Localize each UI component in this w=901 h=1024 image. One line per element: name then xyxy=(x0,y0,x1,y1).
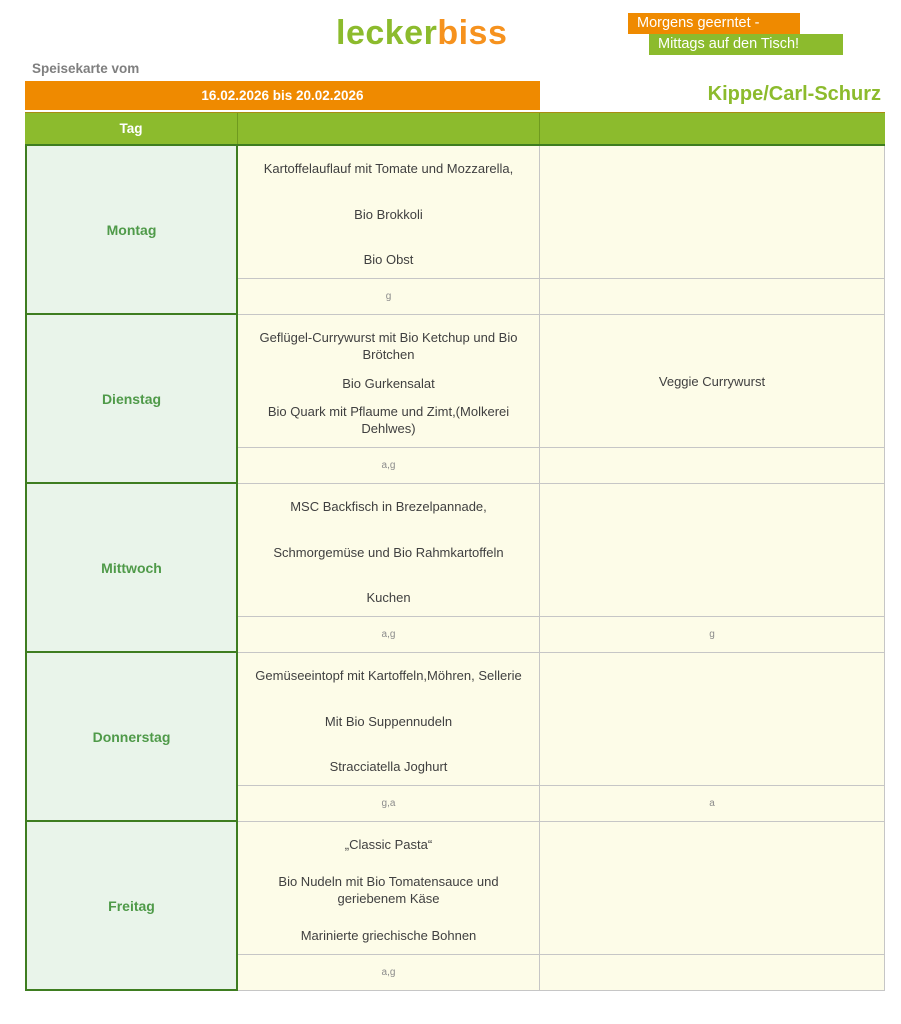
meal-line: Schmorgemüse und Bio Rahmkartoffeln xyxy=(273,544,504,560)
menu-table xyxy=(25,112,885,991)
alt-allergen-cell xyxy=(540,448,885,484)
allergen-cell: a,g xyxy=(238,448,540,484)
meal-line: Bio Nudeln mit Bio Tomatensauce und geriebenem Käse xyxy=(278,874,499,906)
alt-meal-cell xyxy=(540,822,885,955)
meal-line: Stracciatella Joghurt xyxy=(329,759,448,774)
allergen-cell: g,a xyxy=(238,786,540,822)
slogan-badge-top: Morgens geerntet - xyxy=(628,13,800,34)
meal-cell xyxy=(238,484,540,617)
alt-allergen-cell: g xyxy=(540,617,885,653)
meal-line: Kartoffelauflauf mit Tomate und Mozzarella, xyxy=(263,161,514,176)
day-label: Donnerstag xyxy=(25,653,238,822)
meal-cell xyxy=(238,653,540,786)
menu-label: Speisekarte vom xyxy=(32,61,140,76)
day-label: Mittwoch xyxy=(25,484,238,653)
logo-lecker: lecker xyxy=(336,14,438,52)
meal-line: Marinierte griechische Bohnen xyxy=(300,928,477,943)
meal-line: Bio Quark mit Pflaume und Zimt,(Molkerei Dehlwes) xyxy=(267,404,510,436)
slogan-badge-bottom: Mittags auf den Tisch! xyxy=(649,34,843,55)
meal-line: Mit Bio Suppennudeln xyxy=(324,713,453,729)
meal-line: Kuchen xyxy=(366,590,411,605)
meal-line: „Classic Pasta“ xyxy=(344,837,433,852)
alt-meal-cell xyxy=(540,653,885,786)
alt-allergen-cell xyxy=(540,955,885,991)
day-label: Freitag xyxy=(25,822,238,991)
meal-cell xyxy=(238,315,540,448)
meal-line: Gemüseeintopf mit Kartoffeln,Möhren, Sellerie xyxy=(255,668,522,683)
header-cell-day: Tag xyxy=(25,113,238,144)
alt-meal-cell xyxy=(540,484,885,617)
alt-meal-cell xyxy=(540,146,885,279)
logo-biss: biss xyxy=(437,14,508,52)
location-title: Kippe/Carl-Schurz xyxy=(707,83,881,105)
day-label: Montag xyxy=(25,146,238,315)
table-row xyxy=(25,822,885,991)
meal-line: MSC Backfisch in Brezelpannade, xyxy=(290,499,487,514)
date-range-bar: 16.02.2026 bis 20.02.2026 xyxy=(25,81,540,110)
table-row xyxy=(25,484,885,653)
meal-line: Bio Gurkensalat xyxy=(342,375,435,391)
alt-allergen-cell: a xyxy=(540,786,885,822)
header-cell-alt xyxy=(540,113,885,144)
table-header-row xyxy=(25,112,885,146)
allergen-cell: a,g xyxy=(238,955,540,991)
alt-allergen-cell xyxy=(540,279,885,315)
allergen-cell: a,g xyxy=(238,617,540,653)
meal-cell xyxy=(238,146,540,279)
table-row xyxy=(25,315,885,484)
meal-line: Bio Brokkoli xyxy=(354,206,423,222)
header-cell-meal xyxy=(238,113,540,144)
table-row xyxy=(25,653,885,822)
meal-line: Geflügel-Currywurst mit Bio Ketchup und Bio Brötchen xyxy=(259,330,518,362)
alt-meal-cell: Veggie Currywurst xyxy=(540,315,885,448)
table-row xyxy=(25,146,885,315)
meal-cell xyxy=(238,822,540,955)
allergen-cell: g xyxy=(238,279,540,315)
day-label: Dienstag xyxy=(25,315,238,484)
meal-line: Bio Obst xyxy=(363,252,414,267)
brand-logo xyxy=(336,14,507,53)
